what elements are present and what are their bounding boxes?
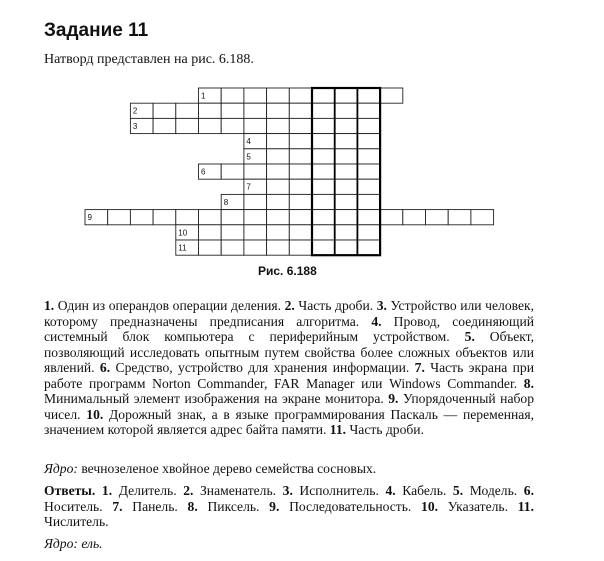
crossword-cell: [335, 179, 358, 194]
crossword-cell: [199, 240, 222, 255]
clue-text: Устройство или человек, которому предназначены предписания алгоритма.: [44, 298, 534, 329]
answer-number: 7.: [112, 498, 123, 514]
clue-number: 1.: [44, 298, 55, 313]
answer-text: Последовательность.: [279, 498, 422, 514]
clue-number: 9.: [388, 391, 399, 406]
crossword-cell: [357, 210, 380, 225]
clue-text: Один из операндов операции деления.: [54, 298, 285, 313]
crossword-cell: [335, 194, 358, 209]
answer-text: Носитель.: [44, 498, 113, 514]
crossword-cell: [312, 103, 335, 118]
crossword-cell: [357, 134, 380, 149]
crossword-cell: [267, 164, 290, 179]
crossword-cell: [267, 194, 290, 209]
crossword-cell: [289, 179, 312, 194]
crossword-cell: [335, 134, 358, 149]
crossword-cell: [153, 118, 176, 133]
clue-number: 7.: [414, 360, 425, 375]
answer-text: Исполнитель.: [292, 483, 386, 498]
crossword-cell: [267, 240, 290, 255]
crossword-number: 3: [132, 121, 138, 131]
crossword-cell: [357, 225, 380, 240]
crossword-cell: [335, 88, 358, 103]
crossword-cell: [267, 179, 290, 194]
crossword-cell: [267, 210, 290, 225]
crossword-cell: [267, 88, 290, 103]
clue-text: Часть экрана при работе программ Norton Commander, FAR Manager или Windows Commander.: [44, 360, 534, 391]
clue-number: 3.: [376, 298, 387, 313]
crossword-cell: [335, 240, 358, 255]
crossword-cell: [289, 164, 312, 179]
crossword-cell: [267, 134, 290, 149]
crossword-cell: [312, 134, 335, 149]
clue-number: 11.: [329, 422, 347, 437]
crossword-cell: [335, 210, 358, 225]
crossword-cell: [357, 118, 380, 133]
crossword-cell: [312, 149, 335, 164]
crossword-cell: [244, 103, 267, 118]
crossword-cell: [130, 210, 153, 225]
crossword-number: 1: [201, 91, 206, 101]
crossword-cell: [335, 103, 358, 118]
crossword-cell: [244, 210, 267, 225]
answer-number: 6.: [523, 483, 534, 498]
crossword-cell: [221, 240, 244, 255]
crossword-cell: [267, 149, 290, 164]
crossword-number: 9: [87, 213, 92, 223]
crossword-cell: [244, 164, 267, 179]
crossword-cell: [153, 103, 176, 118]
crossword-cell: [267, 103, 290, 118]
answer-number: 2.: [183, 483, 194, 498]
answer-text: Панель.: [122, 498, 188, 514]
crossword-cell: [426, 210, 449, 225]
crossword-cell: [357, 103, 380, 118]
figure-caption: Рис. 6.188: [258, 264, 317, 278]
crossword-cell: [312, 194, 335, 209]
crossword-cell: [312, 118, 335, 133]
crossword-cell: [176, 118, 199, 133]
clue-text: Часть дроби.: [346, 422, 424, 437]
answer-number: 4.: [385, 483, 396, 498]
crossword-number: 5: [246, 152, 251, 162]
answer-number: 11.: [517, 498, 534, 514]
crossword-cell: [312, 225, 335, 240]
crossword-cell: [289, 210, 312, 225]
clue-number: 4.: [371, 313, 382, 329]
crossword-number: 6: [201, 167, 206, 177]
answer-number: 8.: [187, 498, 198, 514]
crossword-cell: [380, 210, 403, 225]
clue-text: Объект, позволяющий исследовать опытным путем свойства более сложных объектов или явлений.: [44, 329, 534, 375]
answer-text: Делитель.: [112, 483, 184, 498]
crossword-cell: [289, 134, 312, 149]
crossword-cell: [267, 225, 290, 240]
crossword-cell: [221, 88, 244, 103]
answer-number: 9.: [269, 498, 280, 514]
answer-text: Указатель.: [438, 498, 518, 514]
crossword-cell: [108, 210, 131, 225]
crossword-cell: [380, 88, 403, 103]
crossword-cell: [244, 88, 267, 103]
answer-number: 3.: [282, 483, 293, 498]
clue-number: 2.: [284, 298, 295, 313]
intro-text: Натворд представлен на рис. 6.188.: [44, 52, 254, 67]
crossword-cell: [312, 164, 335, 179]
clue-text: Средство, устройство для хранения информации.: [110, 360, 415, 375]
crossword-cell: [199, 210, 222, 225]
core-text: вечнозеленое хвойное дерево семейства сосновых.: [77, 461, 377, 476]
crossword-cell: [312, 88, 335, 103]
crossword-number: 8: [223, 197, 229, 207]
answers-label: Ответы.: [44, 483, 96, 498]
clue-number: 6.: [99, 360, 111, 375]
crossword-cell: [335, 149, 358, 164]
crossword-number: 2: [132, 106, 138, 116]
crossword-cell: [199, 118, 222, 133]
answer-number: 1.: [101, 483, 113, 498]
clue-text: Часть дроби.: [294, 298, 377, 313]
crossword-cell: [289, 149, 312, 164]
crossword-cell: [357, 240, 380, 255]
core-label: Ядро:: [44, 461, 78, 476]
crossword-cell: [289, 225, 312, 240]
crossword-number: 11: [178, 243, 187, 253]
answer-text: Числитель.: [44, 514, 109, 529]
crossword-cell: [312, 210, 335, 225]
crossword-cell: [403, 210, 426, 225]
crossword-cell: [244, 240, 267, 255]
crossword-cell: [289, 240, 312, 255]
clue-text: Провод, соединяющий системный блок компьютера с периферийным устройством.: [44, 313, 534, 344]
crossword-cell: [357, 194, 380, 209]
core-answer: Ядро: ель.: [44, 536, 103, 551]
crossword-cell: [289, 103, 312, 118]
page-title: Задание 11: [44, 20, 149, 41]
crossword-cell: [221, 225, 244, 240]
crossword-number: 7: [246, 182, 251, 192]
answer-number: 5.: [452, 483, 464, 498]
clue-number: 5.: [464, 329, 475, 344]
crossword-cell: [244, 118, 267, 133]
crossword-cell: [312, 240, 335, 255]
crossword-cell: [199, 225, 222, 240]
crossword-cell: [176, 210, 199, 225]
crossword-cell: [176, 103, 199, 118]
crossword-cell: [221, 164, 244, 179]
crossword-number: 10: [178, 228, 188, 238]
crossword-cell: [289, 194, 312, 209]
crossword-cell: [289, 118, 312, 133]
crossword-cell: [335, 118, 358, 133]
crossword-cell: [199, 103, 222, 118]
crossword-cell: [221, 118, 244, 133]
crossword-cell: [289, 88, 312, 103]
crossword-cell: [335, 225, 358, 240]
crossword-cell: [357, 149, 380, 164]
answer-text: Знаменатель.: [193, 483, 283, 498]
crossword-cell: [312, 179, 335, 194]
answer-text: Пиксель.: [197, 498, 270, 514]
core-clue: [44, 461, 534, 477]
clue-number: 10.: [86, 406, 104, 422]
answers-list: [44, 483, 534, 530]
crossword-cell: [221, 103, 244, 118]
clues-list: [44, 298, 534, 438]
crossword-cell: [267, 118, 290, 133]
crossword-cell: [357, 88, 380, 103]
crossword-cell: [357, 179, 380, 194]
crossword-number: 4: [246, 137, 251, 147]
answer-text: Модель.: [463, 483, 524, 498]
clue-text: Дорожный знак, а в языке программирования Паскаль — переменная, значением которой является адрес байта памяти.: [44, 406, 534, 437]
answer-text: Кабель.: [395, 483, 453, 498]
crossword-cell: [153, 210, 176, 225]
crossword-cell: [335, 164, 358, 179]
crossword-cell: [244, 194, 267, 209]
crossword-cell: [221, 210, 244, 225]
crossword-cell: [448, 210, 471, 225]
clue-text: Упорядоченный набор чисел.: [44, 391, 534, 422]
crossword-cell: [471, 210, 494, 225]
crossword-cell: [357, 164, 380, 179]
answer-number: 10.: [421, 498, 439, 514]
crossword-cell: [244, 225, 267, 240]
clue-number: 8.: [523, 375, 534, 391]
clue-text: Минимальный элемент изображения на экране монитора.: [44, 391, 389, 406]
